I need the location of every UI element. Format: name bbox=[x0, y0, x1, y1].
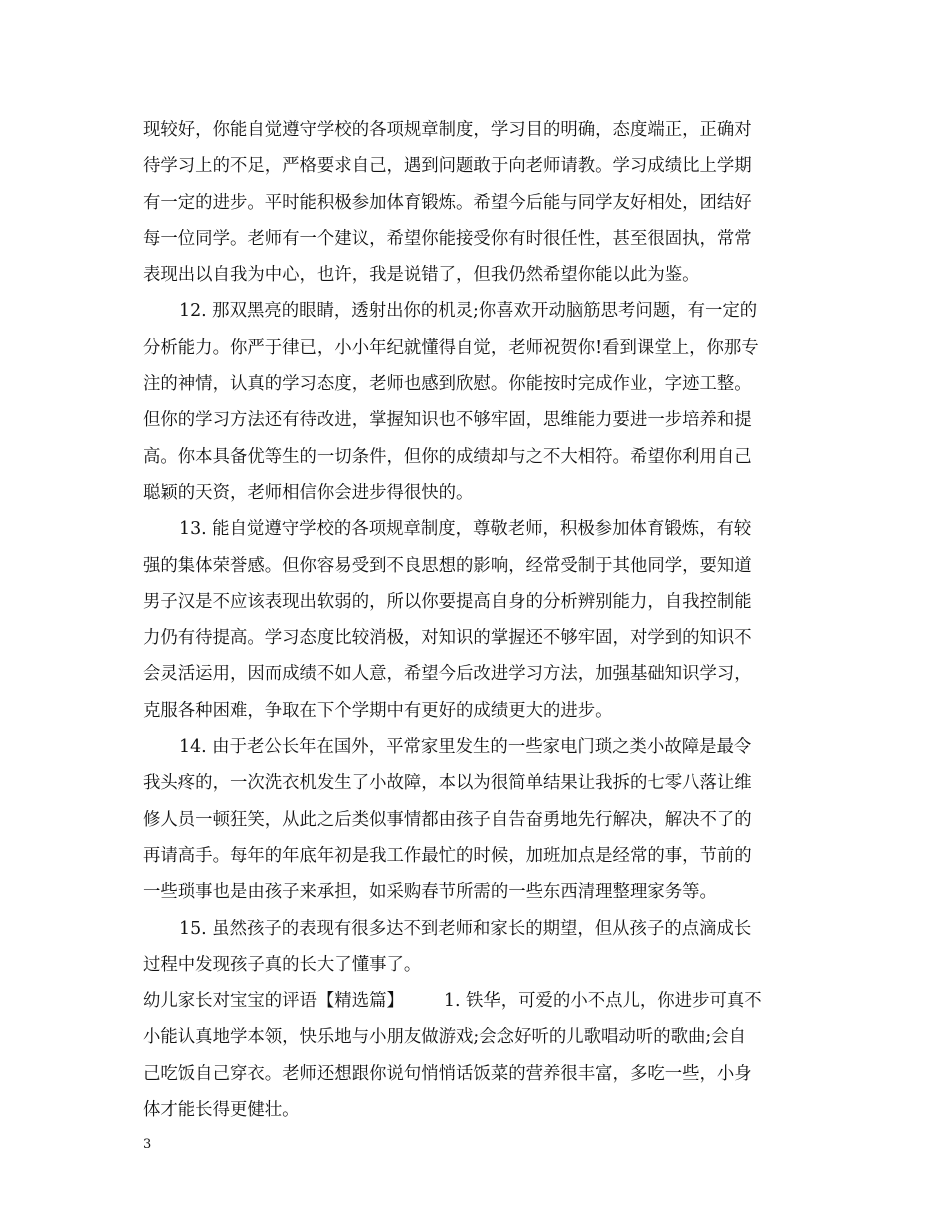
heading-line-text: 1. 铁华，可爱的小不点儿，你进步可真不 bbox=[443, 991, 762, 1012]
text-line: 高。你本具备优等生的一切条件，但你的成绩却与之不大相符。希望你利用自己 bbox=[143, 446, 752, 467]
text-line: 强的集体荣誉感。但你容易受到不良思想的影响，经常受制于其他同学，要知道 bbox=[143, 555, 752, 576]
text-line: 会灵活运用，因而成绩不如人意，希望今后改进学习方法，加强基础知识学习， bbox=[143, 664, 752, 685]
document-body bbox=[143, 112, 811, 1128]
page-number: 3 bbox=[143, 1137, 152, 1152]
text-line: 一些琐事也是由孩子来承担，如采购春节所需的一些东西清理整理家务等。 bbox=[143, 882, 717, 903]
text-line: 体才能长得更健壮。 bbox=[143, 1100, 300, 1121]
text-line: 己吃饭自己穿衣。老师还想跟你说句悄悄话饭菜的营养很丰富，多吃一些，小身 bbox=[143, 1063, 752, 1084]
text-line: 分析能力。你严于律已，小小年纪就懂得自觉，老师祝贺你!看到课堂上，你那专 bbox=[143, 337, 759, 358]
text-line: 有一定的进步。平时能积极参加体育锻炼。希望今后能与同学友好相处，团结好 bbox=[143, 192, 752, 213]
text-line: 13. 能自觉遵守学校的各项规章制度，尊敬老师，积极参加体育锻炼，有较 bbox=[179, 519, 752, 540]
text-line: 14. 由于老公长年在国外，平常家里发生的一些家电门琐之类小故障是最令 bbox=[179, 737, 752, 758]
text-line: 待学习上的不足，严格要求自己，遇到问题敢于向老师请教。学习成绩比上学期 bbox=[143, 156, 752, 177]
text-line: 再请高手。每年的年底年初是我工作最忙的时候，加班加点是经常的事，节前的 bbox=[143, 845, 752, 866]
text-line: 男子汉是不应该表现出软弱的，所以你要提高自身的分析辨别能力，自我控制能 bbox=[143, 591, 752, 612]
section-heading: 幼儿家长对宝宝的评语【精选篇】 bbox=[143, 991, 404, 1012]
text-line: 12. 那双黑亮的眼睛，透射出你的机灵;你喜欢开动脑筋思考问题，有一定的 bbox=[179, 301, 758, 322]
section-heading-line bbox=[143, 983, 811, 1019]
text-line: 小能认真地学本领，快乐地与小朋友做游戏;会念好听的儿歌唱动听的歌曲;会自 bbox=[143, 1027, 747, 1048]
text-line: 过程中发现孩子真的长大了懂事了。 bbox=[143, 954, 422, 975]
text-line: 我头疼的，一次洗衣机发生了小故障，本以为很简单结果让我拆的七零八落让维 bbox=[143, 773, 752, 794]
text-line: 表现出以自我为中心，也许，我是说错了，但我仍然希望你能以此为鉴。 bbox=[143, 265, 700, 286]
text-line: 现较好，你能自觉遵守学校的各项规章制度，学习目的明确，态度端正，正确对 bbox=[143, 120, 752, 140]
text-line: 每一位同学。老师有一个建议，希望你能接受你有时很任性，甚至很固执，常常 bbox=[143, 228, 752, 249]
text-line: 聪颖的天资，老师相信你会进步得很快的。 bbox=[143, 482, 474, 503]
text-line: 但你的学习方法还有待改进，掌握知识也不够牢固，思维能力要进一步培养和提 bbox=[143, 410, 752, 431]
text-line: 力仍有待提高。学习态度比较消极，对知识的掌握还不够牢固，对学到的知识不 bbox=[143, 628, 752, 649]
text-line: 修人员一顿狂笑，从此之后类似事情都由孩子自告奋勇地先行解决，解决不了的 bbox=[143, 809, 752, 830]
text-line: 15. 虽然孩子的表现有很多达不到老师和家长的期望，但从孩子的点滴成长 bbox=[179, 918, 752, 939]
text-line: 克服各种困难，争取在下个学期中有更好的成绩更大的进步。 bbox=[143, 700, 613, 721]
text-line: 注的神情，认真的学习态度，老师也感到欣慰。你能按时完成作业，字迹工整。 bbox=[143, 374, 752, 395]
